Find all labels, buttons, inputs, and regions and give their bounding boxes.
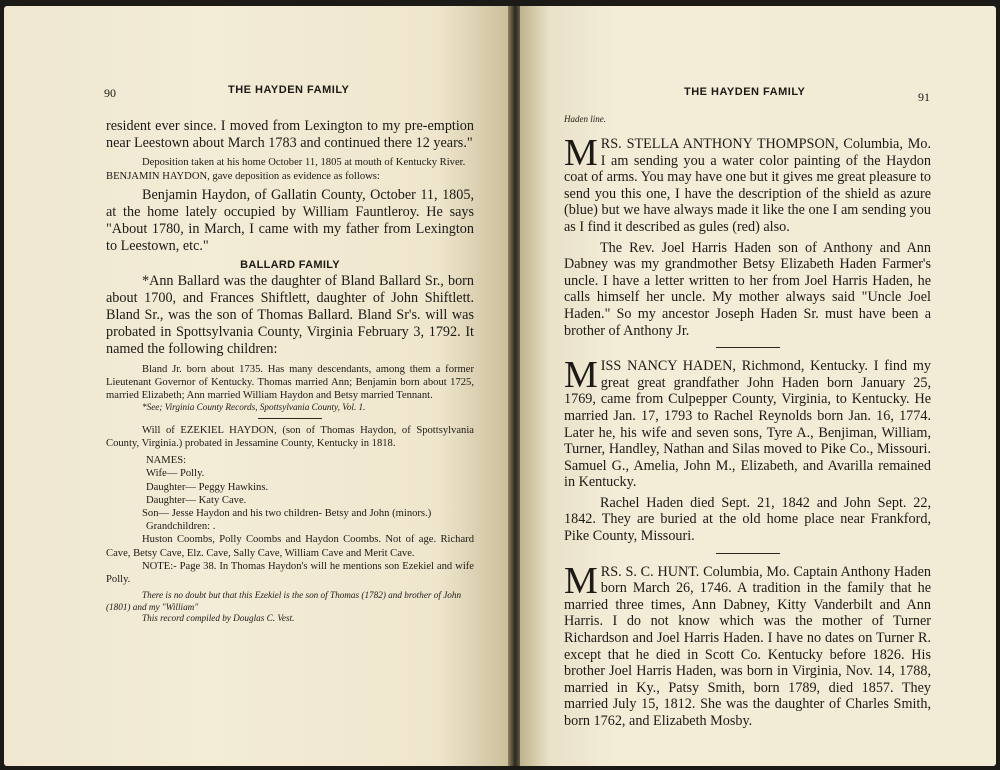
list-item: NOTE:- Page 38. In Thomas Haydon's will he mentions son Ezekiel and wife Polly.	[106, 560, 474, 586]
children-note: Bland Jr. born about 1735. Has many descendants, among them a former Lieutenant Governor of Kentucky. Thomas married Ann; Benjamin born about 1725, married Elizabeth; Ann married William Haydon and Betsy married Tennant.	[106, 363, 474, 402]
paragraph-text: RS. STELLA ANTHONY THOMPSON, Columbia, Mo. I am sending you a water color painting of the Haydon coat of arms. You may have one but it gives me great pleasure to send you this one, I have the description of the shield as azure (blue) but we have always made it like the one I am sending you as I find it described as gules (red) also.	[564, 136, 931, 235]
list-item: Son— Jesse Haydon and his two children- Betsy and John (minors.)	[142, 508, 432, 520]
paragraph-text: ISS NANCY HADEN, Richmond, Kentucky. I find my great great grandfather John Haden born January 25, 1769, came from Culpepper County, Virginia, to Kentucky. He married Jan. 17, 1793 to Rachel Reynolds born Jan. 16, 1774. Later he, his wife and seven sons, Tyre A., Benjiman, William, Turner, Handley, Nathan and Silas moved to Pike Co., Missouri. Samuel G., Amelia, John M., Elizabeth, and Avarilla remained in Kentucky.	[564, 358, 931, 491]
list-item: NAMES:	[146, 455, 187, 467]
running-head-left: THE HAYDEN FAMILY	[228, 84, 350, 96]
list-item: Wife— Polly.	[146, 468, 205, 480]
list-item: Grandchildren: .	[146, 521, 216, 533]
right-page	[520, 6, 996, 766]
list-item: Daughter— Peggy Hawkins.	[146, 481, 269, 493]
left-text-column	[106, 118, 474, 625]
deposition-intro: BENJAMIN HAYDON, gave deposition as evidence as follows:	[106, 170, 380, 182]
paragraph	[564, 559, 931, 730]
subtitle: Haden line.	[564, 114, 606, 124]
paragraph-text: RS. S. C. HUNT. Columbia, Mo. Captain Anthony Haden born March 26, 1746. A tradition in the family that he married three times, Ann Dabney, Kitty Vanderbilt and Ann Harris. I do not know which was the mother of Turner Richardson and Joel Harris Haden. I have no dates on Turner R. except that he died in Scott Co. Kentucky before 1826. His brother Joel Harris Haden, was born in Virginia, Nov. 14, 1788, married in Ky., Patsy Smith, born 1789, died 1857. They married July 15, 1812. She was the daughter of Charles Smith, born 1762, and Elizabeth Mosby.	[564, 563, 931, 729]
page-number-left: 90	[104, 86, 116, 100]
page-number-right: 91	[918, 90, 930, 104]
paragraph: Benjamin Haydon, of Gallatin County, October 11, 1805, at the home lately occupied by William Fauntleroy. He says "About 1780, in March, I came with my father from Lexington to Leestown, etc."	[106, 186, 474, 255]
list-item: Huston Coombs, Polly Coombs and Haydon Coombs. Not of age. Richard Cave, Betsy Cave, Elz. Cave, Sally Cave, William Cave and Merit Cave.	[106, 534, 474, 559]
running-head-right: THE HAYDEN FAMILY	[684, 86, 806, 98]
divider	[716, 553, 780, 554]
left-page	[4, 6, 514, 766]
footnote: *See; Virginia County Records, Spottsylvania County, Vol. 1.	[142, 402, 366, 413]
will-paragraph: Will of EZEKIEL HAYDON, (son of Thomas Haydon, of Spottsylvania County, Virginia.) probated in Jessamine County, Kentucky in 1818.	[106, 424, 474, 450]
letter-section	[564, 354, 931, 545]
paragraph	[564, 132, 931, 236]
deposition-note: Deposition taken at his home October 11, 1805 at mouth of Kentucky River.	[142, 157, 466, 169]
italic-note: This record compiled by Douglas C. Vest.	[142, 613, 295, 624]
drop-cap: M	[564, 559, 598, 602]
letter-section	[564, 559, 931, 730]
italic-note: There is no doubt but that this Ezekiel is the son of Thomas (1782) and brother of John (1801) and my "William"	[106, 590, 462, 612]
list-item: Daughter— Katy Cave.	[146, 494, 247, 506]
letter-section	[564, 132, 931, 339]
paragraph: *Ann Ballard was the daughter of Bland Ballard Sr., born about 1700, and Frances Shiftlett, daughter of John Shiftlett. Bland Sr., was the son of Thomas Ballard. Bland Sr's. will was probated in Spottsylvania County, Virginia February 3, 1792. It named the following children:	[106, 272, 474, 358]
drop-cap: M	[564, 132, 598, 174]
paragraph: resident ever since. I moved from Lexington to my pre-emption near Leestown about March 1783 and continued there 12 years."	[106, 118, 474, 152]
divider	[258, 418, 322, 419]
right-text-column	[564, 114, 931, 730]
paragraph: Rachel Haden died Sept. 21, 1842 and John Sept. 22, 1842. They are buried at the old home place near Frankford, Pike County, Missouri.	[564, 494, 931, 545]
paragraph: The Rev. Joel Harris Haden son of Anthony and Ann Dabney was my grandmother Betsy Elizabeth Haden Farmer's uncle. I have a letter written to her from Joel Harris Haden, he calls himself her uncle. My mother always said "Uncle Joel Haden." So my ancestor Joseph Haden Sr. must have been a brother of Anthony Jr.	[564, 239, 931, 339]
divider	[716, 347, 780, 348]
drop-cap: M	[564, 354, 598, 397]
paragraph	[564, 354, 931, 491]
names-list	[106, 454, 474, 586]
section-heading: BALLARD FAMILY	[240, 258, 340, 271]
